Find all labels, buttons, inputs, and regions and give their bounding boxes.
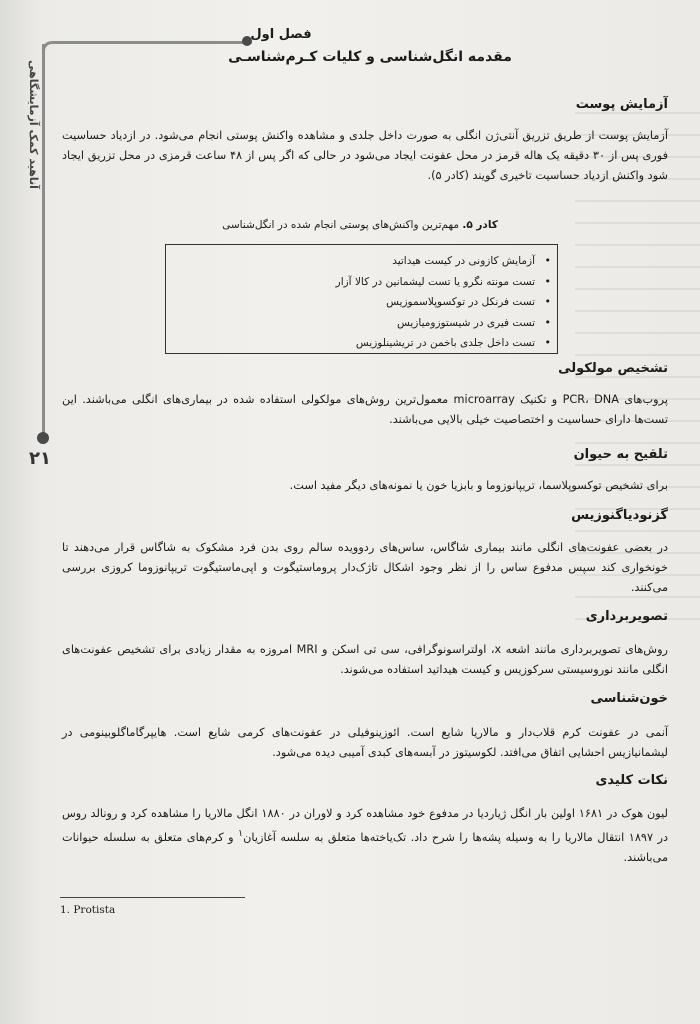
footnote: 1. Protista	[60, 904, 116, 916]
caption-text: مهم‌ترین واکنش‌های پوستی انجام شده در انگل‌شناسی	[222, 219, 459, 231]
skin-tests-box	[165, 244, 558, 354]
section-heading: خون‌شناسی	[590, 691, 668, 706]
list-item: • آزمایش کازونی در کیست هیداتید	[176, 251, 535, 272]
book-side-title: آناهید کمک‌ آزمایشگاهی	[27, 60, 40, 189]
list-item: • تست مونته نگرو یا تست لیشمانین در کالا آزار	[176, 272, 535, 293]
section-paragraph: روش‌های تصویربرداری مانند اشعه x، اولتراسونوگرافی، سی تی اسکن و MRI امروزه به مقدار زیادی برای تشخیص عفونت‌های انگلی مانند نوروسیستی سرکوزیس و کیست هیداتید استفاده می‌شوند.	[62, 643, 668, 676]
bullet-icon: •	[544, 315, 551, 329]
header-rule	[52, 41, 252, 44]
section-paragraph: پروب‌های PCR، DNA و تکنیک microarray معمول‌ترین روش‌های مولکولی استفاده شده در بیماری‌های انگلی می‌باشند. این تست‌ها دارای حساسیت و اختصاصیت خیلی بالایی می‌باشند.	[62, 393, 668, 426]
skin-tests-list	[166, 245, 557, 354]
section-heading: آزمایش پوست	[575, 97, 668, 112]
bullet-icon: •	[544, 295, 551, 308]
section-heading: گزنودیاگنوزیس	[571, 508, 668, 523]
list-item: • تست داخل جلدی باخمن در تریشینلوزیس	[176, 333, 535, 354]
section-paragraph: در بعضی عفونت‌های انگلی مانند بیماری شاگاس، ساس‌های ردوویده سالم روی بدن فرد مشکوک به شاگاس قرار می‌دهند تا خونخواری کند سپس مدفوع ساس را از نظر وجود اشکال تاژک‌دار پروماستیگوت و اپی‌ماستیگوت تریپانوزوما کروزی بررسی می‌کنند.	[62, 541, 668, 594]
section-paragraph: آنمی در عفونت کرم قلاب‌دار و مالاریا شایع است. ائوزینوفیلی در عفونت‌های کرمی شایع است. هایپرگاماگلوبینومی در لیشمانیازیس احشایی اتفاق می‌افتد. لکوسیتوز در آبسه‌های کبدی آمیبی دیده می‌شود.	[62, 726, 668, 759]
caption-label: کادر ۵.	[462, 219, 498, 231]
section-heading: تشخیص مولکولی	[558, 361, 668, 376]
section-paragraph: لیون هوک در ۱۶۸۱ اولین بار انگل ژیاردیا در مدفوع خود مشاهده کرد و لاوران در ۱۸۸۰ انگل مالاریا را مشاهده کرد و رونالد روس در ۱۸۹۷ انتقال مالاریا را به وسیله پشه‌ها را شرح داد. تک‌یاخته‌ها متعلق به سلسه آغازیان$^۱$ و کرم‌های متعلق به سلسله حیوانات می‌باشند.	[62, 807, 668, 864]
page-number: ۲۱	[29, 448, 51, 469]
figure-caption	[160, 219, 560, 231]
section-heading: نکات کلیدی	[595, 773, 668, 788]
section-heading: تلقیح به حیوان	[573, 447, 668, 462]
side-rail-dot	[37, 432, 49, 444]
list-item: • تست فیری در شیستوزومیازیس	[176, 313, 535, 334]
section-paragraph: آزمایش پوست از طریق تزریق آنتی‌ژن انگلی به صورت داخل جلدی و مشاهده واکنش پوستی انجام می‌شود. در ازدیاد حساسیت فوری پس از ۳۰ دقیقه یک هاله قرمز در محل عفونت ایجاد می‌شود در حالی که اگر پس از ۴۸ ساعت قرمزی در محل تزریق ایجاد شود واکنش ازدیاد حساسیت تاخیری گویند (کادر ۵).	[62, 129, 668, 182]
footnote-marker: ۱	[238, 828, 244, 839]
bullet-icon: •	[544, 336, 551, 349]
chapter-label: فصل اول	[250, 27, 312, 42]
footnote-rule	[60, 897, 245, 898]
section-heading: تصویربرداری	[585, 609, 668, 624]
bullet-icon: •	[544, 274, 551, 288]
section-paragraph: برای تشخیص توکسوپلاسما، تریپانوزوما و بابزیا خون یا نمونه‌های دیگر مفید است.	[289, 479, 668, 492]
bullet-icon: •	[544, 254, 551, 267]
side-rail	[42, 44, 45, 436]
chapter-title: مقدمه انگل‌شناسی و کلیات کـرم‌شناسـی	[228, 49, 512, 65]
list-item: • تست فرنکل در توکسوپلاسموزیس	[176, 292, 535, 313]
